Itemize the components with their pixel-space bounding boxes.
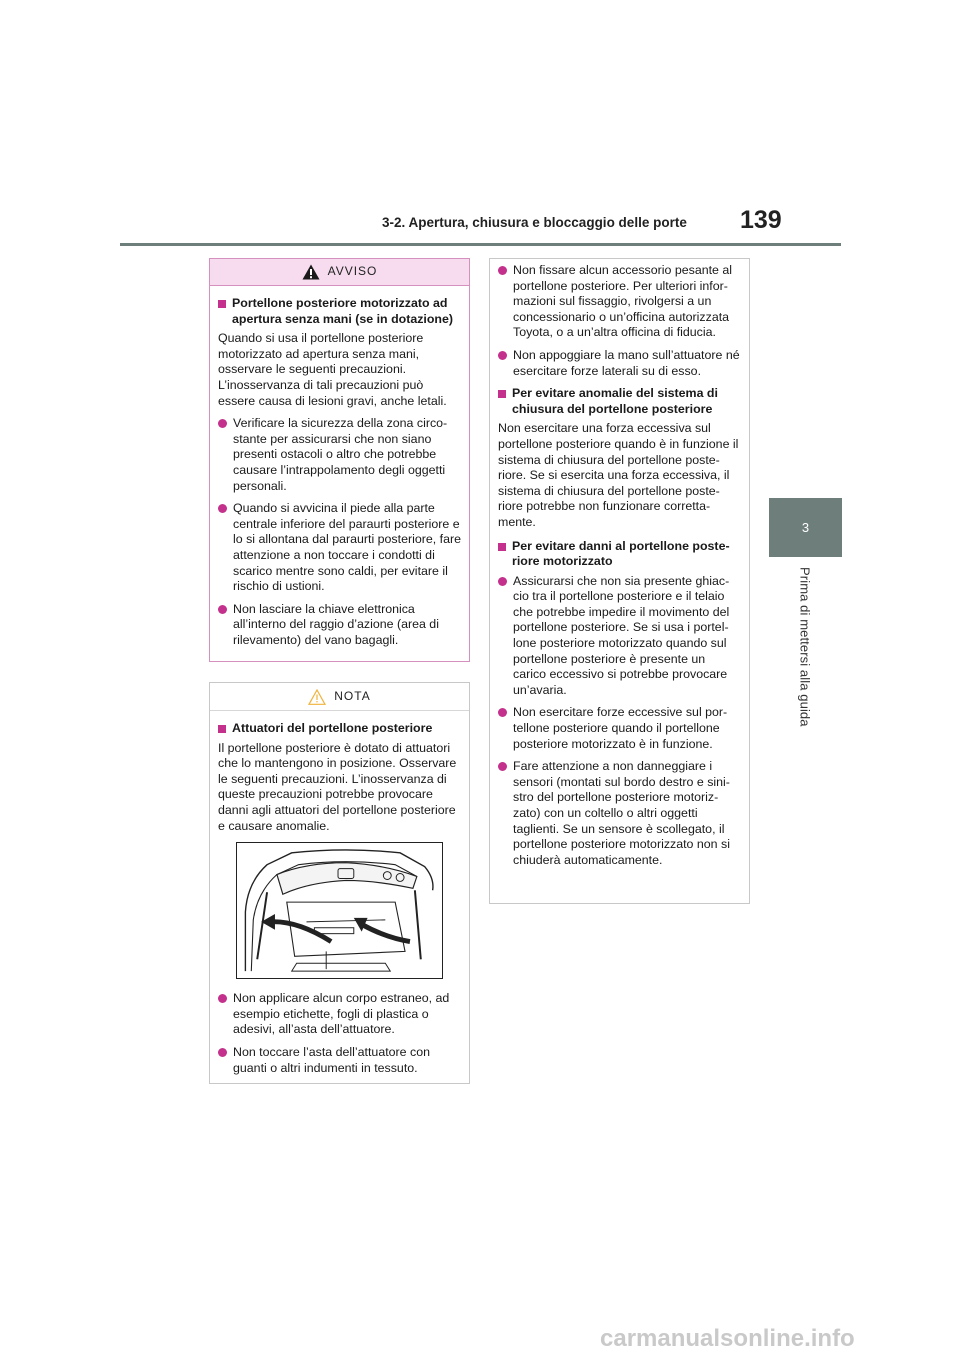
circle-bullet-icon (218, 994, 227, 1003)
circle-bullet-icon (498, 708, 507, 717)
chapter-tab[interactable] (769, 498, 842, 557)
continued-heading-1: Per evitare anomalie del sistema di chiusura del portellone posteriore (498, 386, 741, 417)
chapter-number: 3 (801, 520, 810, 535)
note-bullet: Non applicare alcun corpo estraneo, ad esempio etichette, fogli di plastica o adesivi, all’asta dell’attuatore. (218, 991, 461, 1038)
warning-label: AVVISO (327, 264, 378, 279)
continued-bullet: Non appoggiare la mano sull’attuatore né esercitare forze laterali su di esso. (498, 348, 741, 379)
circle-bullet-icon (218, 419, 227, 428)
note-header (210, 683, 469, 711)
circle-bullet-icon (498, 266, 507, 275)
circle-bullet-icon (498, 351, 507, 360)
continued-bullet: Assicurarsi che non sia presente ghiac-cio tra il portellone posteriore e il telaio che potrebbe impedire il movimento del portellone posteriore. Se si usa i portel-lone posteriore motorizzato quando sul portellone posteriore è presente un carico eccessivo si potrebbe provocare un’avaria. (498, 574, 741, 699)
continued-box (489, 258, 750, 904)
note-intro: Il portellone posteriore è dotato di attuatori che lo mantengono in posizione. Osservare le seguenti precauzioni. L’inosservanza di queste precauzioni potrebbe provocare danni agli attuatori del portellone posteriore e causare anomalie. (218, 740, 457, 833)
square-bullet-icon (498, 390, 506, 398)
continued-bullet: Non esercitare forze eccessive sul por-tellone posteriore quando il portellone posteriore motorizzato è in funzione. (498, 705, 741, 752)
note-bullet: Non toccare l’asta dell’attuatore con guanti o altri indumenti in tessuto. (218, 1045, 461, 1076)
tailgate-illustration (236, 842, 443, 979)
warning-intro: Quando si usa il portellone posteriore motorizzato ad apertura senza mani, osservare le seguenti precauzioni. L’inosservanza di tali precauzioni può essere causa di lesioni gravi, anche letali. (218, 331, 447, 408)
warning-triangle-icon (302, 264, 320, 280)
circle-bullet-icon (498, 762, 507, 771)
note-label: NOTA (334, 688, 371, 703)
warning-header (210, 259, 469, 286)
continued-heading-2: Per evitare danni al portellone poste-riore motorizzato (498, 539, 741, 570)
continued-bullet: Non fissare alcun accessorio pesante al portellone posteriore. Per ulteriori infor-mazioni sul fissaggio, rivolgersi a un concessionario o un’officina autorizzata Toyota, o a un’altra officina di fiducia. (498, 263, 741, 341)
square-bullet-icon (218, 725, 226, 733)
warning-bullet: Quando si avvicina il piede alla parte centrale inferiore del paraurti posteriore e lo si allontana dal paraurti posteriore, fare attenzione a non toccare i condotti di scarico mentre sono caldi, per evitare il rischio di ustioni. (218, 501, 461, 595)
header-rule (120, 243, 841, 246)
caution-triangle-icon (308, 689, 326, 705)
circle-bullet-icon (218, 605, 227, 614)
note-heading: Attuatori del portellone posteriore (218, 721, 461, 737)
circle-bullet-icon (218, 1048, 227, 1057)
continued-bullet: Fare attenzione a non danneggiare i sensori (montati sul bordo destro e sini-stro del portellone posteriore motoriz-zato) con un coltello o altri oggetti taglienti. Se un sensore è scollegato, il portellone posteriore motorizzato non si chiuderà automaticamente. (498, 759, 741, 868)
chapter-label: Prima di mettersi alla guida (797, 567, 813, 727)
warning-bullet: Verificare la sicurezza della zona circo-stante per assicurarsi che non siano presenti ostacoli o altro che potrebbe causare l’intrappolamento degli oggetti personali. (218, 416, 461, 494)
section-title: 3-2. Apertura, chiusura e bloccaggio delle porte (382, 215, 687, 230)
warning-box (209, 258, 470, 662)
watermark: carmanualsonline.info (600, 1325, 855, 1352)
page-number: 139 (740, 206, 782, 234)
square-bullet-icon (498, 543, 506, 551)
circle-bullet-icon (498, 577, 507, 586)
circle-bullet-icon (218, 504, 227, 513)
square-bullet-icon (218, 300, 226, 308)
note-box (209, 682, 470, 1084)
continued-paragraph: Non esercitare una forza eccessiva sul portellone posteriore quando è in funzione il sistema di chiusura del portellone poste-riore. Se si esercita una forza eccessiva, il sistema di chiusura del portellone poste-riore potrebbe non funzionare corretta-mente. (498, 421, 739, 529)
warning-bullet: Non lasciare la chiave elettronica all’interno del raggio d’azione (area di rilevamento) del vano bagagli. (218, 602, 461, 649)
warning-heading: Portellone posteriore motorizzato ad apertura senza mani (se in dotazione) (218, 296, 461, 327)
